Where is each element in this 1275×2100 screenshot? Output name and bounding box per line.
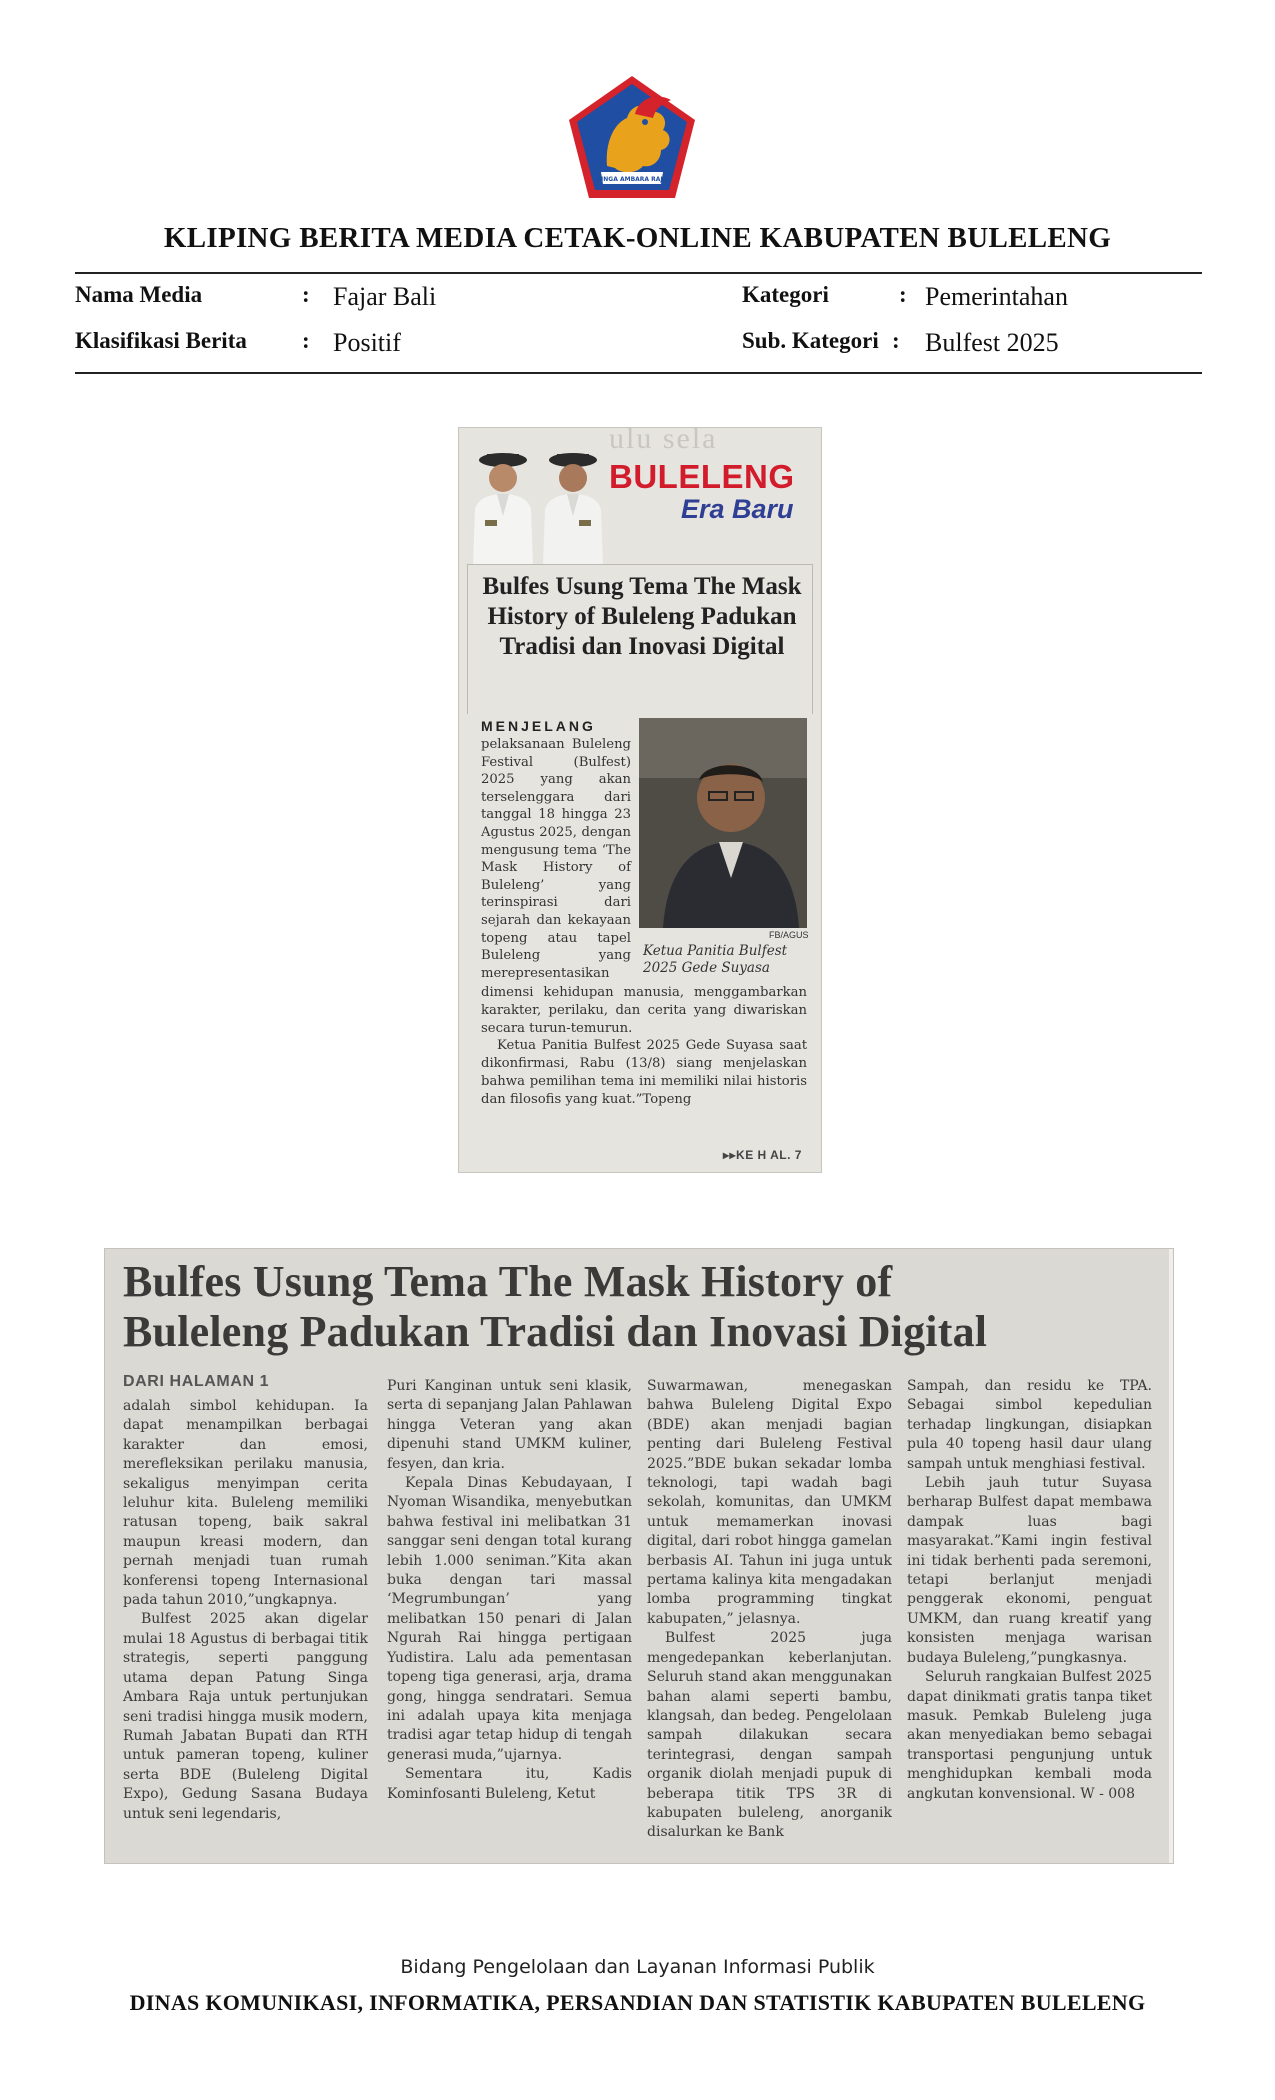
continued-marker: ▸▸KE H AL. 7 (723, 1148, 802, 1162)
front-page-clipping (458, 427, 822, 1173)
klasifikasi-colon: : (302, 328, 310, 353)
kategori-value: Pemerintahan (925, 282, 1068, 311)
header-bottom-rule (75, 372, 1202, 374)
col3-para-2: Bulfest 2025 juga mengedepankan keberlanjutan. Seluruh stand akan menggunakan bahan alami seperti bambu, klangsah, dan bedeg. Pengelolaan sampah dilakukan secara terintegrasi, dengan sampah organik diolah menjadi pupuk di beberapa titik TPS 3R di kabupaten buleleng, anorganik disalurkan ke Bank (647, 1630, 892, 1841)
col1-para-2: Bulfest 2025 akan digelar mulai 18 Agustus di berbagai titik strategis, seperti panggung utama depan Patung Singa Ambara Raja untuk pertunjukan seni tradisi hingga musik modern, Rumah Jabatan Bupati dan RTH untuk pameran topeng, kuliner serta BDE (Buleleng Digital Expo), Gedung Sasana Budaya untuk seni legendaris, (123, 1611, 368, 1822)
article-column-1 (123, 1397, 368, 1824)
col2-para-2: Kepala Dinas Kebudayaan, I Nyoman Wisandika, menyebutkan bahwa festival ini melibatkan 31 sanggar seni dengan total kurang lebih 1.000 seniman.”Kita akan buka dengan tari massal ‘Megrumbungan’ yang melibatkan 150 penari di Jalan Ngurah Rai hingga pertigaan Yudistira. Lalu ada pementasan topeng tiga generasi, arja, drama gong, hingga sendratari. Semua ini adalah upaya kita menjaga tradisi agar tetap hidup di tengah generasi muda,”ujarnya. (387, 1475, 632, 1763)
media-label: Nama Media (75, 282, 203, 307)
col4-para-3: Seluruh rangkaian Bulfest 2025 dapat dinikmati gratis tanpa tiket masuk. Pemkab Buleleng juga akan menyediakan bemo sebagai transportasi pengunjung untuk menghidupkan kembali moda angkutan konvensional. W - 008 (907, 1669, 1152, 1802)
subkategori-value: Bulfest 2025 (925, 328, 1059, 357)
continuation-headline-line-2: Buleleng Padukan Tradisi dan Inovasi Digital (123, 1307, 988, 1356)
document-title: KLIPING BERITA MEDIA CETAK-ONLINE KABUPATEN BULELENG (163, 222, 1112, 254)
front-body-para-1: dimensi kehidupan manusia, menggambarkan karakter, perilaku, dan cerita yang diwariskan secara turun-temurun. (481, 985, 807, 1036)
front-body-para-2: Ketua Panitia Bulfest 2025 Gede Suyasa saat dikonfirmasi, Rabu (13/8) siang menjelaskan bahwa pemilihan tema ini memiliki nilai historis dan filosofis yang kuat.”Topeng (481, 1038, 807, 1107)
col2-para-1: Puri Kanginan untuk seni klasik, serta di sepanjang Jalan Pahlawan hingga Veteran yang akan dipenuhi stand UMKM kuliner, fesyen, dan kria. (387, 1378, 632, 1472)
lead-text: pelaksanaan Buleleng Festival (Bulfest) 2025 yang akan terselenggara dari tanggal 18 hingga 23 Agustus 2025, dengan mengusung tema ‘The Mask History of Buleleng’ yang terinspirasi dari sejarah dan kekayaan topeng atau tapel Buleleng yang merepresentasikan (481, 737, 631, 981)
klasifikasi-label: Klasifikasi Berita (75, 328, 247, 353)
header-top-rule (75, 272, 1202, 274)
footer-division: Bidang Pengelolaan dan Layanan Informasi Publik (400, 1956, 875, 1978)
article-column-3 (647, 1377, 892, 1843)
kategori-label: Kategori (742, 282, 829, 307)
logo-emblem-text: SINGA AMBARA RAJA (596, 176, 668, 183)
front-headline: Bulfes Usung Tema The Mask History of Buleleng Padukan Tradisi dan Inovasi Digital (482, 573, 802, 660)
media-colon: : (302, 282, 310, 307)
col4-para-2: Lebih jauh tutur Suyasa berharap Bulfest dapat membawa dampak luas bagi masyarakat.”Kami ingin festival ini tidak berhenti pada seremoni, tetapi berlanjut menjadi penggerak ekonomi, penguat UMKM, dan ruang kreatif yang konsisten menjaga warisan budaya Buleleng,”pungkasnya. (907, 1475, 1152, 1666)
photo-caption: Ketua Panitia Bulfest 2025 Gede Suyasa (643, 943, 788, 976)
official-portrait-left (467, 446, 539, 564)
photo-credit: FB/AGUS (769, 930, 809, 940)
lead-word: MENJELANG (481, 718, 596, 734)
ghost-text: ulu sela (609, 427, 718, 455)
continuation-headline-line-1: Bulfes Usung Tema The Mask History of (123, 1257, 893, 1306)
official-portrait-right (537, 446, 609, 564)
media-value: Fajar Bali (333, 282, 437, 311)
article-column-2 (387, 1377, 632, 1804)
kategori-colon: : (899, 282, 907, 307)
col2-para-3: Sementara itu, Kadis Kominfosanti Buleleng, Ketut (387, 1766, 632, 1802)
continuation-headline (123, 1257, 1123, 1357)
continuation-clipping (104, 1248, 1174, 1864)
section-brand: BULELENG (609, 458, 795, 495)
subkategori-label: Sub. Kategori (742, 328, 879, 353)
subkategori-colon: : (892, 328, 900, 353)
speaker-photo (639, 718, 807, 928)
page-edge-strip (1169, 1249, 1174, 1864)
section-brand-sub: Era Baru (681, 494, 794, 524)
article-column-4 (907, 1377, 1152, 1804)
col1-para-1: adalah simbol kehidupan. Ia dapat menampilkan berbagai karakter dan emosi, merefleksikan perilaku manusia, sekaligus menyimpan cerita leluhur kita. Buleleng memiliki ratusan topeng, baik sakral maupun kreasi modern, dan pernah menjadi tuan rumah konferensi topeng Internasional pada tahun 2010,”ungkapnya. (123, 1398, 368, 1609)
col3-para-1: Suwarmawan, menegaskan bahwa Buleleng Digital Expo (BDE) akan menjadi bagian penting dari Buleleng Festival 2025.”BDE bukan sekadar lomba teknologi, tapi wadah bagi sekolah, komunitas, dan UMKM untuk memamerkan inovasi digital, dari robot hingga gamelan berbasis AI. Tahun ini juga untuk pertama kalinya kita mengadakan lomba programming tingkat kabupaten,” jelasnya. (647, 1378, 892, 1627)
klasifikasi-value: Positif (333, 328, 401, 357)
footer-agency: DINAS KOMUNIKASI, INFORMATIKA, PERSANDIAN DAN STATISTIK KABUPATEN BULELENG (129, 1990, 1146, 2015)
col4-para-1: Sampah, dan residu ke TPA. Sebagai simbol kepedulian terhadap lingkungan, disiapkan pula 40 topeng hasil daur ulang sampah untuk menghiasi festival. (907, 1378, 1152, 1472)
front-body (481, 984, 807, 1109)
singa-ambara-raja-logo-icon (565, 74, 699, 200)
from-page-label: DARI HALAMAN 1 (123, 1373, 270, 1390)
